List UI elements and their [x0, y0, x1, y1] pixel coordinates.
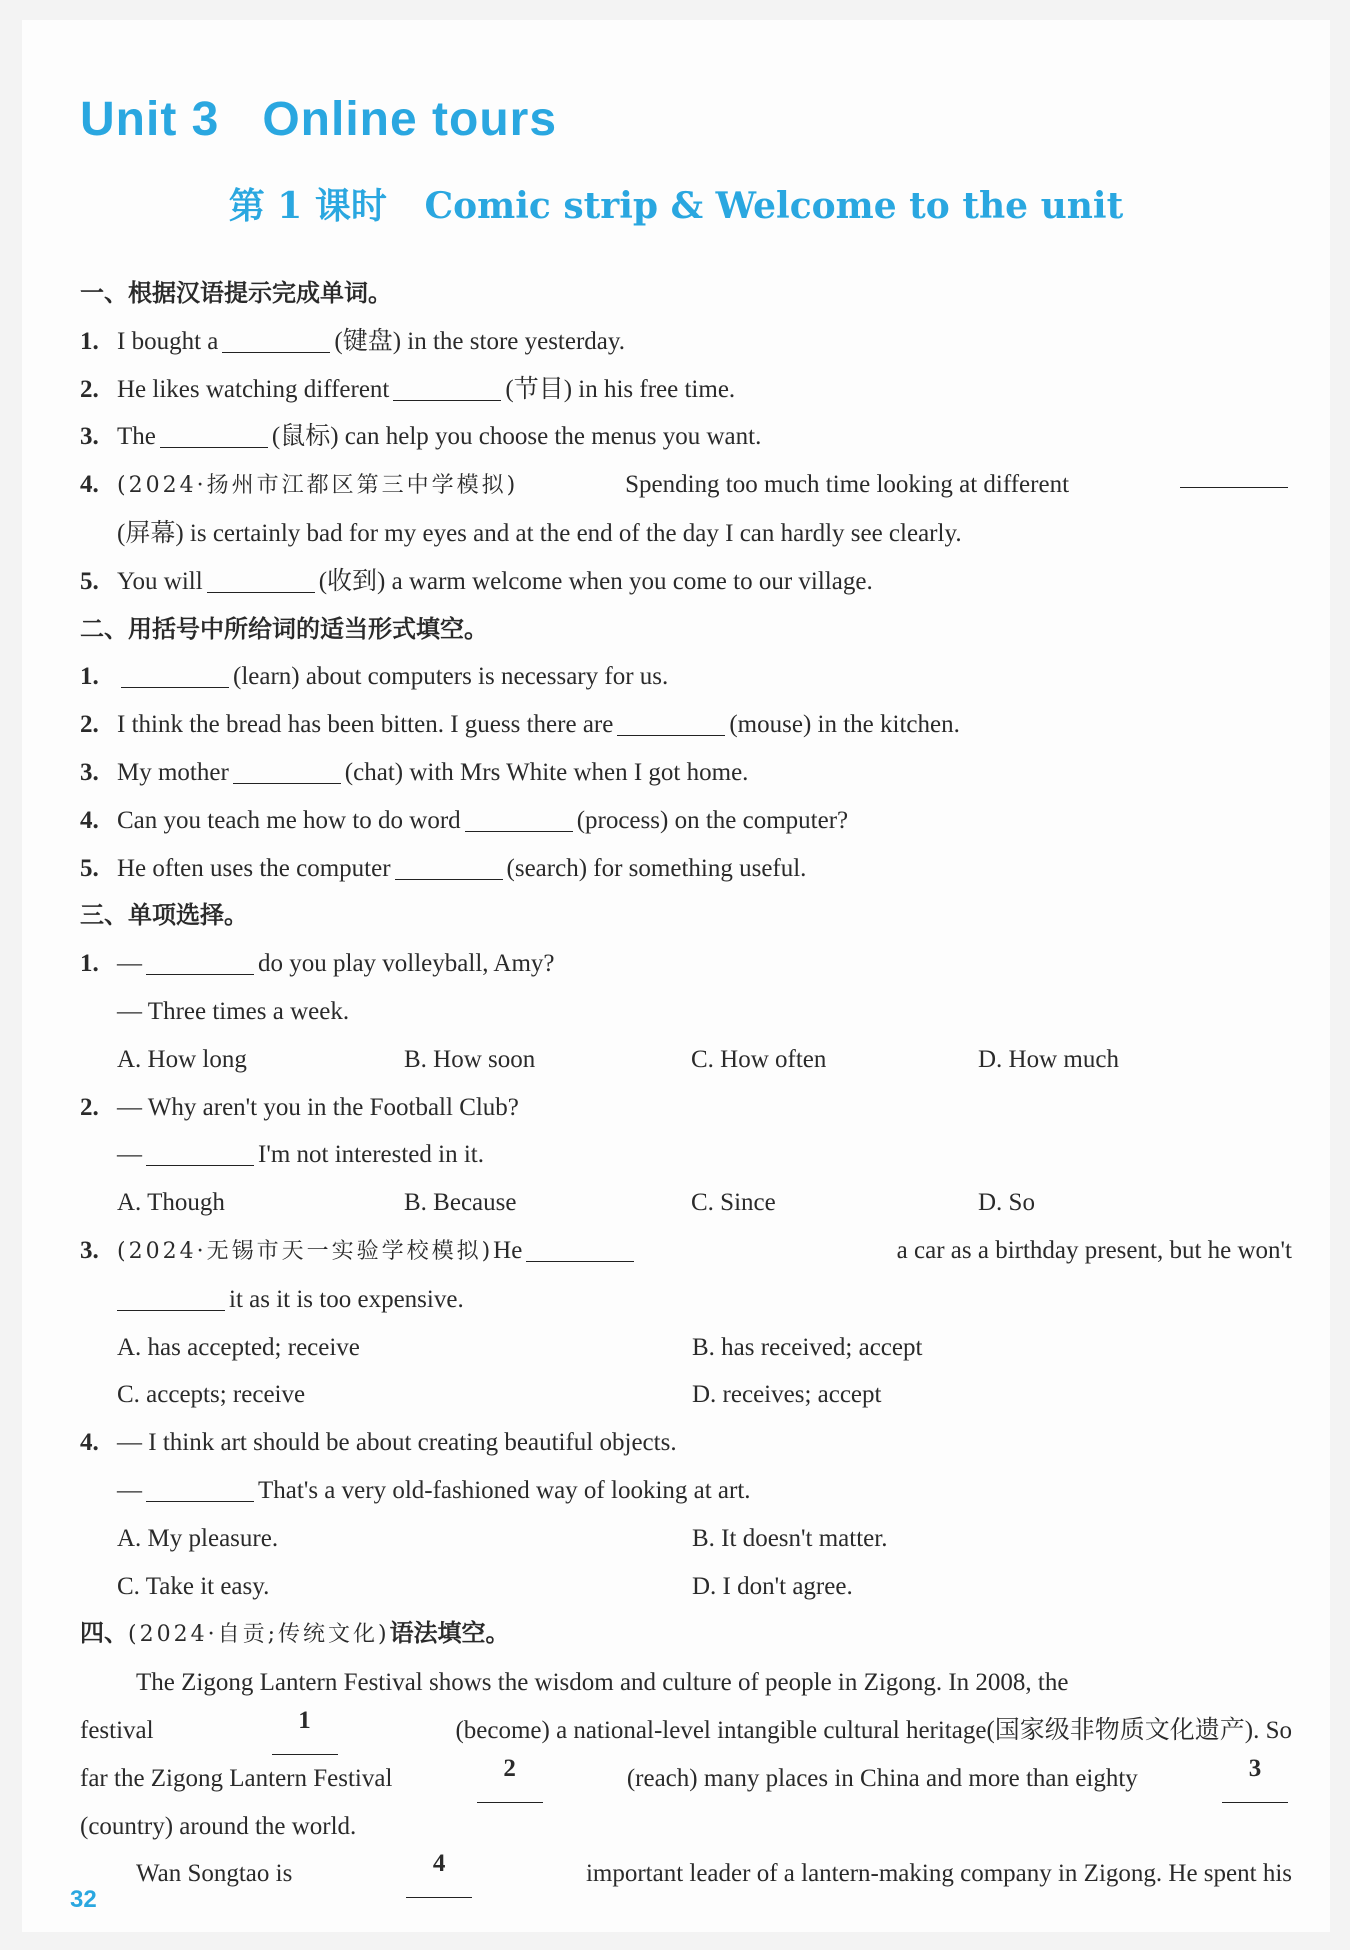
question-text: Spending too much time looking at different: [625, 471, 1070, 499]
section-2-title: 二、用括号中所给词的适当形式填空。: [80, 614, 488, 643]
question-text: (learn) about computers is necessary for us.: [233, 663, 669, 691]
question-text: (收到) a warm welcome when you come to our village.: [318, 567, 873, 595]
question-text: a car as a birthday present, but he won't: [896, 1236, 1292, 1264]
passage-line: [80, 1850, 1292, 1898]
lesson-title: 第 1 课时 Comic strip & Welcome to the unit: [228, 185, 1124, 227]
section-3-title: 三、单项选择。: [80, 901, 248, 930]
s3-question-4-options-ab: [80, 1515, 1292, 1563]
s3-question-2: [80, 1084, 1292, 1132]
option-b[interactable]: B. Because: [404, 1189, 517, 1217]
question-number: 1.: [80, 663, 99, 691]
numbered-blank[interactable]: 4: [406, 1850, 472, 1898]
question-number: 3.: [80, 423, 99, 451]
question-text: do you play volleyball, Amy?: [258, 950, 555, 978]
s3-question-1-reply: — Three times a week.: [117, 997, 350, 1025]
passage-text: festival: [80, 1716, 154, 1744]
numbered-blank[interactable]: 3: [1222, 1755, 1288, 1803]
question-text: The: [117, 423, 156, 451]
option-b[interactable]: B. How soon: [404, 1045, 536, 1073]
section-4-label: 四、: [80, 1619, 128, 1648]
question-number: 4.: [80, 471, 99, 499]
question-text: (process) on the computer?: [576, 806, 849, 834]
question-number: 2.: [80, 375, 99, 403]
s1-question-2: [80, 366, 1292, 414]
question-text: I think the bread has been bitten. I guess there are: [117, 711, 614, 739]
question-number: 1.: [80, 327, 99, 355]
passage-text: important leader of a lantern-making company in Zigong. He spent his: [585, 1860, 1292, 1888]
s1-question-4: [80, 461, 1292, 510]
answer-blank[interactable]: [395, 853, 503, 880]
option-b[interactable]: B. It doesn't matter.: [692, 1524, 888, 1552]
dialogue-dash: —: [117, 1141, 142, 1169]
question-number: 2.: [80, 711, 99, 739]
answer-blank[interactable]: [117, 1284, 225, 1311]
s1-question-1: [80, 318, 1292, 366]
passage-line: The Zigong Lantern Festival shows the wisdom and culture of people in Zigong. In 2008, the: [136, 1669, 1069, 1697]
unit-title: Unit 3 Online tours: [80, 93, 558, 146]
s3-question-2-options: [80, 1179, 1292, 1227]
answer-blank[interactable]: [146, 1139, 254, 1166]
page-number: 32: [70, 1886, 97, 1913]
s3-question-3-cont: [80, 1276, 1292, 1324]
question-text: You will: [117, 567, 203, 595]
dialogue-dash: —: [117, 1476, 142, 1504]
s3-question-1: [80, 940, 1292, 988]
s1-question-3: [80, 413, 1292, 461]
s1-question-4-cont: (屏幕) is certainly bad for my eyes and at the end of the day I can hardly see clearly.: [117, 519, 962, 547]
question-text: I bought a: [117, 327, 219, 355]
option-d[interactable]: D. So: [978, 1189, 1035, 1217]
option-a[interactable]: A. has accepted; receive: [117, 1333, 360, 1361]
answer-blank[interactable]: [526, 1235, 634, 1262]
question-text: He likes watching different: [117, 375, 390, 403]
s3-question-4-options-cd: [80, 1563, 1292, 1611]
numbered-blank[interactable]: 2: [477, 1755, 543, 1803]
question-text: — I think art should be about creating beautiful objects.: [117, 1429, 677, 1457]
passage-line: (country) around the world.: [80, 1812, 357, 1840]
answer-blank[interactable]: [121, 661, 229, 688]
s2-question-1: [80, 653, 1292, 701]
question-number: 5.: [80, 567, 99, 595]
source-note: (2024·自贡;传统文化): [128, 1622, 390, 1648]
section-4-instruction: 语法填空。: [389, 1619, 510, 1648]
s3-question-3-options-cd: [80, 1371, 1292, 1419]
question-number: 3.: [80, 1236, 99, 1264]
question-text: (chat) with Mrs White when I got home.: [344, 758, 749, 786]
s2-question-4: [80, 797, 1292, 845]
option-d[interactable]: D. How much: [978, 1045, 1119, 1073]
passage-text: Wan Songtao is: [136, 1860, 293, 1888]
option-c[interactable]: C. Take it easy.: [117, 1572, 270, 1600]
exercise-content: [80, 270, 1292, 1898]
source-note: (2024·无锡市天一实验学校模拟): [117, 1238, 494, 1264]
question-text: (键盘) in the store yesterday.: [334, 327, 626, 355]
s3-question-1-options: [80, 1036, 1292, 1084]
question-text: — Why aren't you in the Football Club?: [117, 1093, 519, 1121]
passage-text: (become) a national-level intangible cultural heritage(国家级非物质文化遗产). So: [455, 1716, 1292, 1744]
question-number: 2.: [80, 1093, 99, 1121]
answer-blank[interactable]: [222, 326, 330, 353]
s3-question-2-reply: [80, 1131, 1292, 1179]
s2-question-3: [80, 749, 1292, 797]
answer-blank[interactable]: [233, 757, 341, 784]
passage-text: far the Zigong Lantern Festival: [80, 1764, 393, 1792]
option-d[interactable]: D. I don't agree.: [692, 1572, 853, 1600]
answer-blank[interactable]: [160, 421, 268, 448]
question-text: I'm not interested in it.: [258, 1141, 484, 1169]
option-a[interactable]: A. My pleasure.: [117, 1524, 279, 1552]
question-text: (鼠标) can help you choose the menus you want.: [271, 423, 762, 451]
question-text: My mother: [117, 758, 229, 786]
question-text: That's a very old-fashioned way of looking at art.: [258, 1476, 751, 1504]
question-text: (mouse) in the kitchen.: [729, 711, 960, 739]
answer-blank[interactable]: [393, 374, 501, 401]
option-a[interactable]: A. How long: [117, 1045, 247, 1073]
s1-question-5: [80, 558, 1292, 606]
option-a[interactable]: A. Though: [117, 1189, 225, 1217]
question-text: He: [493, 1236, 523, 1264]
option-b[interactable]: B. has received; accept: [692, 1333, 923, 1361]
question-text: He often uses the computer: [117, 854, 391, 882]
option-c[interactable]: C. accepts; receive: [117, 1381, 306, 1409]
question-number: 4.: [80, 1429, 99, 1457]
s3-question-3-options-ab: [80, 1324, 1292, 1372]
s3-question-4: [80, 1419, 1292, 1467]
question-text: Can you teach me how to do word: [117, 806, 461, 834]
question-text: it as it is too expensive.: [229, 1285, 464, 1313]
question-number: 3.: [80, 758, 99, 786]
question-number: 1.: [80, 950, 99, 978]
question-text: (search) for something useful.: [506, 854, 807, 882]
section-4-title: [80, 1610, 1292, 1659]
option-c[interactable]: C. Since: [691, 1189, 776, 1217]
source-note: (2024·扬州市江都区第三中学模拟): [117, 473, 519, 499]
workbook-page: [22, 20, 1330, 1932]
section-1-title: 一、根据汉语提示完成单词。: [80, 279, 392, 307]
answer-blank[interactable]: [617, 709, 725, 736]
s2-question-2: [80, 701, 1292, 749]
answer-blank[interactable]: [146, 948, 254, 975]
answer-blank[interactable]: [146, 1475, 254, 1502]
option-d[interactable]: D. receives; accept: [692, 1381, 882, 1409]
question-text: (节目) in his free time.: [505, 375, 736, 403]
s3-question-4-reply: [80, 1467, 1292, 1515]
s3-question-3: [80, 1227, 1292, 1276]
passage-text: (reach) many places in China and more than eighty: [626, 1764, 1138, 1792]
answer-blank[interactable]: [207, 566, 315, 593]
dialogue-dash: —: [117, 950, 142, 978]
answer-blank[interactable]: [465, 805, 573, 832]
question-number: 5.: [80, 854, 99, 882]
answer-blank[interactable]: [1180, 461, 1288, 488]
numbered-blank[interactable]: 1: [272, 1707, 338, 1755]
passage-line: [80, 1707, 1292, 1755]
s2-question-5: [80, 845, 1292, 893]
option-c[interactable]: C. How often: [691, 1045, 827, 1073]
passage-line: [80, 1755, 1292, 1803]
question-number: 4.: [80, 806, 99, 834]
